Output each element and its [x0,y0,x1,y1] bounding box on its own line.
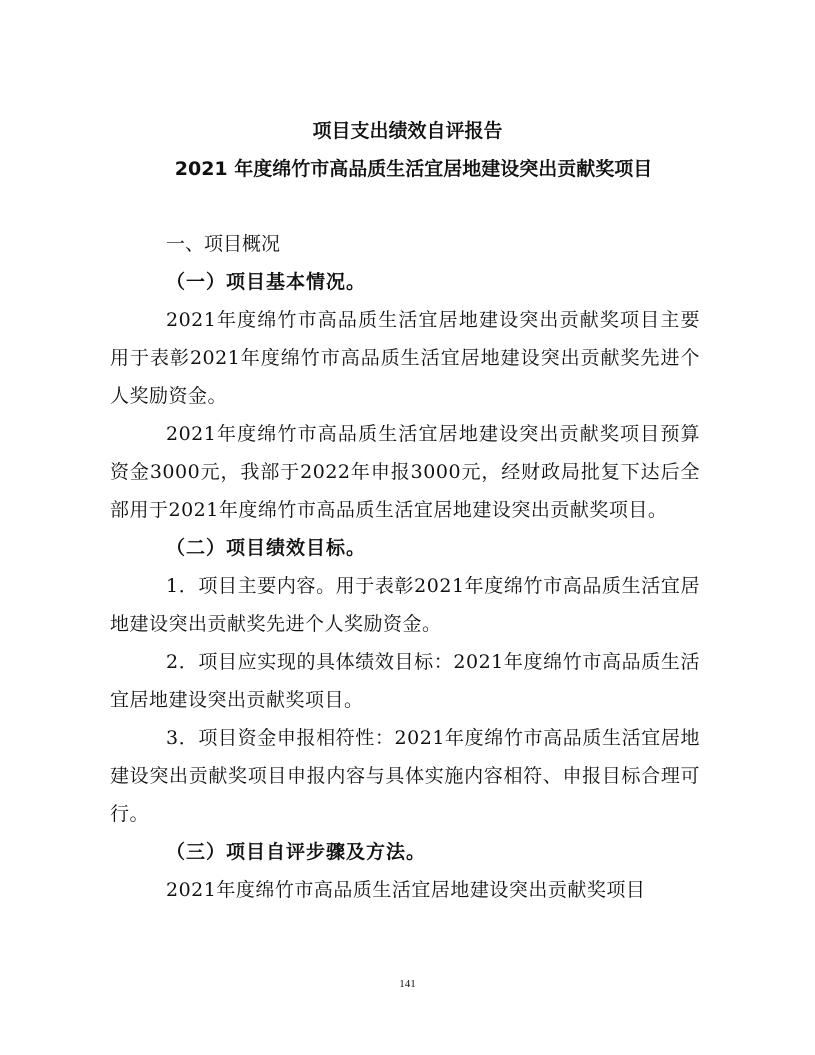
paragraph-evaluation-steps-1: 2021年度绵竹市高品质生活宜居地建设突出贡献奖项目 [166,879,646,901]
subsection-heading-basic-info: （一）项目基本情况。 [166,271,367,293]
paragraph-goal-item-1: 1．项目主要内容。用于表彰2021年度绵竹市高品质生活宜居地建设突出贡献奖先进个人奖励资金。 [110,575,700,635]
paragraph-goal-item-3: 3．项目资金申报相符性：2021年度绵竹市高品质生活宜居地建设突出贡献奖项目申报内容与具体实施内容相符、申报目标合理可行。 [110,727,700,825]
paragraph-basic-info-2: 2021年度绵竹市高品质生活宜居地建设突出贡献奖项目预算资金3000元，我部于2022年申报3000元，经财政局批复下达后全部用于2021年度绵竹市高品质生活宜居地建设突出贡献奖项目。 [110,423,700,521]
title-line-1: 项目支出绩效自评报告 [312,120,503,142]
paragraph-basic-info-1: 2021年度绵竹市高品质生活宜居地建设突出贡献奖项目主要用于表彰2021年度绵竹市高品质生活宜居地建设突出贡献奖先进个人奖励资金。 [110,309,700,407]
subsection-heading-performance-goals: （二）项目绩效目标。 [166,537,367,559]
page-number: 141 [399,978,416,990]
subsection-heading-evaluation-steps: （三）项目自评步骤及方法。 [166,841,427,863]
title-line-2: 2021 年度绵竹市高品质生活宜居地建设突出贡献奖项目 [174,158,653,180]
section-heading-overview: 一、项目概况 [166,233,281,255]
report-body [110,225,700,909]
paragraph-goal-item-2: 2．项目应实现的具体绩效目标：2021年度绵竹市高品质生活宜居地建设突出贡献奖项目。 [110,651,700,711]
report-title [0,112,815,188]
